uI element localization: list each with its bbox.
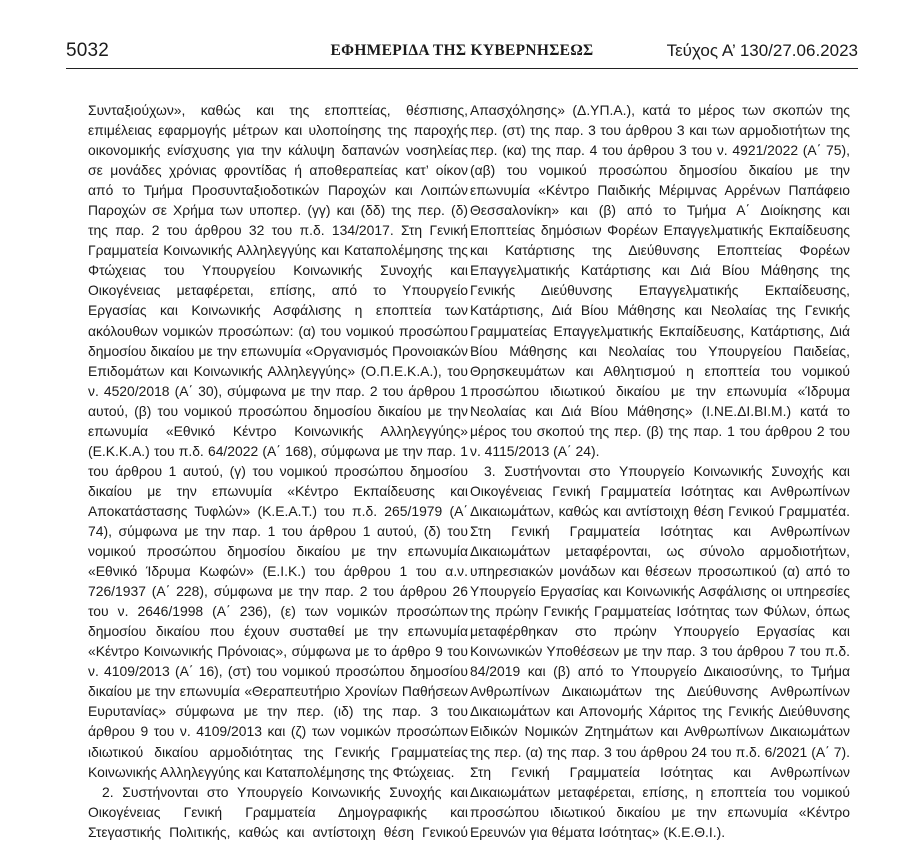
- right-paragraph-1: Απασχόλησης» (Δ.ΥΠ.Α.), κατά το μέρος των σκοπών της περ. (στ) της παρ. 3 του άρθρου 3 και των αρμοδιοτήτων της περ. (κα) της παρ. 4 του άρθρου 3 του ν. 4921/2022 (Α΄ 75), (αβ) του νομικού προσώπου δημοσίου δικαίου με την επωνυμία «Κέντρο Παιδικής Μέριμνας Αρρένων Παπάφειο Θεσσαλονίκη» και (β) από το Τμήμα Α΄ Διοίκησης και Εποπτείας δημόσιων Φορέων Επαγγελματικής Εκπαίδευσης και Κατάρτισης της Διεύθυνσης Εποπτείας Φορέων Επαγγελματικής Κατάρτισης και Διά Βίου Μάθησης της Γενικής Διεύθυνσης Επαγγελματικής Εκπαίδευσης, Κατάρτισης, Διά Βίου Μάθησης και Νεολαίας της Γενικής Γραμματείας Επαγγελματικής Εκπαίδευσης, Κατάρτισης, Διά Βίου Μάθησης και Νεολαίας του Υπουργείου Παιδείας, Θρησκευμάτων και Αθλητισμού η εποπτεία του νομικού προσώπου ιδιωτικού δικαίου με την επωνυμία «Ίδρυμα Νεολαίας και Διά Βίου Μάθησης» (Ι.ΝΕ.ΔΙ.ΒΙ.Μ.) κατά το μέρος του σκοπού της περ. (β) της παρ. 1 του άρθρου 2 του ν. 4115/2013 (Α΄ 24).: [470, 102, 850, 459]
- right-column: [470, 100, 850, 841]
- header-rule: [66, 68, 858, 69]
- page-number: 5032: [66, 40, 110, 61]
- left-paragraph-2: 2. Συστήνονται στο Υπουργείο Κοινωνικής Συνοχής και Οικογένειας Γενική Γραμματεία Δημογραφικής και Στεγαστικής Πολιτικής, καθώς και αντίστοιχη θέση Γενικού: [88, 783, 468, 840]
- gazette-title: ΕΦΗΜΕΡΙΔΑ ΤΗΣ ΚΥΒΕΡΝΗΣΕΩΣ: [330, 42, 594, 59]
- left-column: [88, 100, 468, 841]
- left-paragraph-1: Συνταξιούχων», καθώς και της εποπτείας, θέσπισης, επιμέλειας εφαρμογής μέτρων και υλοποίησης της παροχής οικονομικής ενίσχυσης για την κάλυψη δαπανών νοσηλείας σε μονάδες χρόνιας φροντίδας ή αποθεραπείας κατ’ οίκον από το Τμήμα Προσυνταξιοδοτικών Παροχών και Λοιπών Παροχών σε Χρήμα των υποπερ. (γγ) και (δδ) της περ. (δ) της παρ. 2 του άρθρου 32 του π.δ. 134/2017. Στη Γενική Γραμματεία Κοινωνικής Αλληλεγγύης και Καταπολέμησης της Φτώχειας του Υπουργείου Κοινωνικής Συνοχής και Οικογένειας μεταφέρεται, επίσης, από το Υπουργείο Εργασίας και Κοινωνικής Ασφάλισης η εποπτεία των ακόλουθων νομικών προσώπων: (α) του νομικού προσώπου δημοσίου δικαίου με την επωνυμία «Οργανισμός Προνοιακών Επιδομάτων και Κοινωνικής Αλληλεγγύης» (Ο.Π.Ε.Κ.Α.), του ν. 4520/2018 (Α΄ 30), σύμφωνα με την παρ. 2 του άρθρου 1 αυτού, (β) του νομικού προσώπου δημοσίου δικαίου με την επωνυμία «Εθνικό Κέντρο Κοινωνικής Αλληλεγγύης» (Ε.Κ.Κ.Α.) του π.δ. 64/2022 (Α΄ 168), σύμφωνα με την παρ. 1 του άρθρου 1 αυτού, (γ) του νομικού προσώπου δημοσίου δικαίου με την επωνυμία «Κέντρο Εκπαίδευσης και Αποκατάστασης Τυφλών» (Κ.Ε.Α.Τ.) του π.δ. 265/1979 (Α΄ 74), σύμφωνα με την παρ. 1 του άρθρου 1 αυτού, (δ) του νομικού προσώπου δημοσίου δικαίου με την επωνυμία «Εθνικό Ίδρυμα Κωφών» (Ε.Ι.Κ.) του άρθρου 1 του α.ν. 726/1937 (Α΄ 228), σύμφωνα με την παρ. 2 του άρθρου 26 του ν. 2646/1998 (Α΄ 236), (ε) των νομικών προσώπων δημοσίου δικαίου που έχουν συσταθεί με την επωνυμία «Κέντρο Κοινωνικής Πρόνοιας», σύμφωνα με το άρθρο 9 του ν. 4109/2013 (Α΄ 16), (στ) του νομικού προσώπου δημοσίου δικαίου με την επωνυμία «Θεραπευτήριο Χρονίων Παθήσεων Ευρυτανίας» σύμφωνα με την περ. (ιδ) της παρ. 3 του άρθρου 9 του ν. 4109/2013 και (ζ) των νομικών προσώπων ιδιωτικού δικαίου αρμοδιότητας της Γενικής Γραμματείας Κοινωνικής Αλληλεγγύης και Καταπολέμησης της Φτώχειας.: [88, 102, 468, 780]
- right-paragraph-2: 3. Συστήνονται στο Υπουργείο Κοινωνικής Συνοχής και Οικογένειας Γενική Γραμματεία Ισότητας και Ανθρωπίνων Δικαιωμάτων, καθώς και αντίστοιχη θέση Γενικού Γραμματέα. Στη Γενική Γραμματεία Ισότητας και Ανθρωπίνων Δικαιωμάτων μεταφέρονται, ως σύνολο αρμοδιοτήτων, υπηρεσιακών μονάδων και θέσεων προσωπικού (α) από το Υπουργείο Εργασίας και Κοινωνικής Ασφάλισης οι υπηρεσίες της πρώην Γενικής Γραμματείας Ισότητας των Φύλων, όπως μεταφέρθηκαν στο πρώην Υπουργείο Εργασίας και Κοινωνικών Υποθέσεων με την παρ. 3 του άρθρου 7 του π.δ. 84/2019 και (β) από το Υπουργείο Δικαιοσύνης, το Τμήμα Ανθρωπίνων Δικαιωμάτων της Διεύθυνσης Ανθρωπίνων Δικαιωμάτων και Απονομής Χάριτος της Γενικής Διεύθυνσης Ειδικών Νομικών Ζητημάτων και Ανθρωπίνων Δικαιωμάτων της περ. (α) της παρ. 3 του άρθρου 24 του π.δ. 6/2021 (Α΄ 7). Στη Γενική Γραμματεία Ισότητας και Ανθρωπίνων Δικαιωμάτων μεταφέρεται, επίσης, η εποπτεία του νομικού προσώπου ιδιωτικού δικαίου με την επωνυμία «Κέντρο Ερευνών για θέματα Ισότητας» (Κ.Ε.Θ.Ι.).: [470, 462, 850, 840]
- page-header: [66, 40, 858, 66]
- issue-info: Τεύχος Α’ 130/27.06.2023: [666, 41, 858, 60]
